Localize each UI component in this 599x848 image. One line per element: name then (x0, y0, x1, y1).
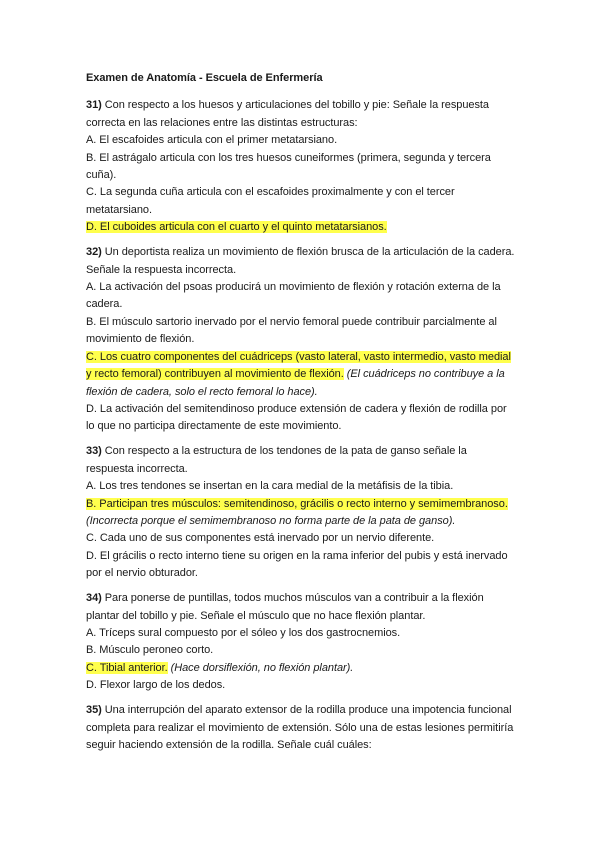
answer-text: A. Los tres tendones se insertan en la cara medial de la metáfisis de la tibia. (86, 480, 454, 493)
question-33 (86, 443, 516, 582)
question-34 (86, 590, 516, 694)
exam-content (86, 70, 516, 762)
answer-text: D. Flexor largo de los dedos. (86, 679, 226, 692)
question-stem (86, 244, 516, 279)
answer-option (86, 132, 516, 149)
answer-option (86, 219, 516, 236)
question-stem (86, 443, 516, 478)
answer-option (86, 530, 516, 547)
answer-text: B. El músculo sartorio inervado por el nervio femoral puede contribuir parcialmente al movimiento de flexión. (86, 315, 497, 346)
answer-option (86, 660, 516, 677)
answer-option (86, 478, 516, 495)
answer-text: A. El escafoides articula con el primer metatarsiano. (86, 134, 338, 147)
answer-explanation: (El cuádriceps no contribuye a la flexión de cadera, solo el recto femoral lo hace). (86, 368, 505, 398)
question-35 (86, 702, 516, 754)
exam-title: Examen de Anatomía - Escuela de Enfermería (86, 72, 323, 84)
answer-option (86, 625, 516, 642)
answer-option (86, 401, 516, 436)
answer-text: C. La segunda cuña articula con el escafoides proximalmente y con el tercer metatarsiano. (86, 186, 455, 216)
question-number: 32) (86, 246, 102, 259)
question-stem (86, 97, 516, 132)
answer-explanation: (Hace dorsiflexión, no flexión plantar). (170, 661, 354, 674)
answer-option (86, 150, 516, 185)
question-list (86, 97, 516, 754)
question-text: Con respecto a la estructura de los tendones de la pata de ganso señale la respuesta incorrecta. (86, 445, 467, 475)
answer-text: B. El astrágalo articula con los tres huesos cuneiformes (primera, segunda y tercera cuña). (86, 151, 491, 182)
question-number: 31) (86, 99, 102, 112)
answer-text: C. Cada uno de sus componentes está inervado por un nervio diferente. (86, 532, 435, 545)
answer-text: A. La activación del psoas producirá un movimiento de flexión y rotación externa de la cadera. (86, 281, 501, 311)
question-stem (86, 702, 516, 754)
answer-text: B. Músculo peroneo corto. (86, 644, 214, 657)
question-32 (86, 244, 516, 435)
question-text: Un deportista realiza un movimiento de flexión brusca de la articulación de la cadera. Señale la respuesta incorrecta. (86, 246, 515, 276)
answer-option (86, 184, 516, 219)
answer-text: A. Tríceps sural compuesto por el sóleo y los dos gastrocnemios. (86, 626, 401, 639)
question-text: Una interrupción del aparato extensor de la rodilla produce una impotencia funcional completa para realizar el movimiento de extensión. Sólo una de estas lesiones permitiría seguir haciendo extensión de la rodilla. Señale cuál cuáles: (86, 704, 514, 751)
answer-explanation: (Incorrecta porque el semimembranoso no forma parte de la pata de ganso). (86, 514, 456, 527)
question-number: 35) (86, 704, 102, 717)
answer-option (86, 548, 516, 583)
answer-option (86, 279, 516, 314)
answer-option (86, 677, 516, 694)
answer-text: D. La activación del semitendinoso produce extensión de cadera y flexión de rodilla por lo que no participa directamente de este movimiento. (86, 402, 507, 433)
answer-option (86, 349, 516, 401)
highlighted-answer-text: D. El cuboides articula con el cuarto y el quinto metatarsianos. (86, 221, 387, 234)
answer-option (86, 642, 516, 659)
question-text: Para ponerse de puntillas, todos muchos músculos van a contribuir a la flexión plantar del tobillo y pie. Señale el músculo que no hace flexión plantar. (86, 592, 484, 622)
question-stem (86, 590, 516, 625)
question-number: 33) (86, 445, 102, 458)
answer-text: D. El grácilis o recto interno tiene su origen en la rama inferior del pubis y está inervado por el nervio obturador. (86, 549, 508, 580)
question-31 (86, 97, 516, 236)
answer-option (86, 496, 516, 531)
highlighted-answer-text: C. Tibial anterior. (86, 661, 168, 674)
highlighted-answer-text: C. Los cuatro componentes del cuádriceps (vasto lateral, vasto intermedio, vasto medial y recto femoral) contribuyen al movimiento de flexión. (86, 350, 511, 381)
highlighted-answer-text: B. Participan tres músculos: semitendinoso, grácilis o recto interno y semimembranoso. (86, 497, 508, 510)
answer-option (86, 314, 516, 349)
question-number: 34) (86, 592, 102, 605)
question-text: Con respecto a los huesos y articulaciones del tobillo y pie: Señale la respuesta correcta en las relaciones entre las distintas estructuras: (86, 99, 489, 129)
